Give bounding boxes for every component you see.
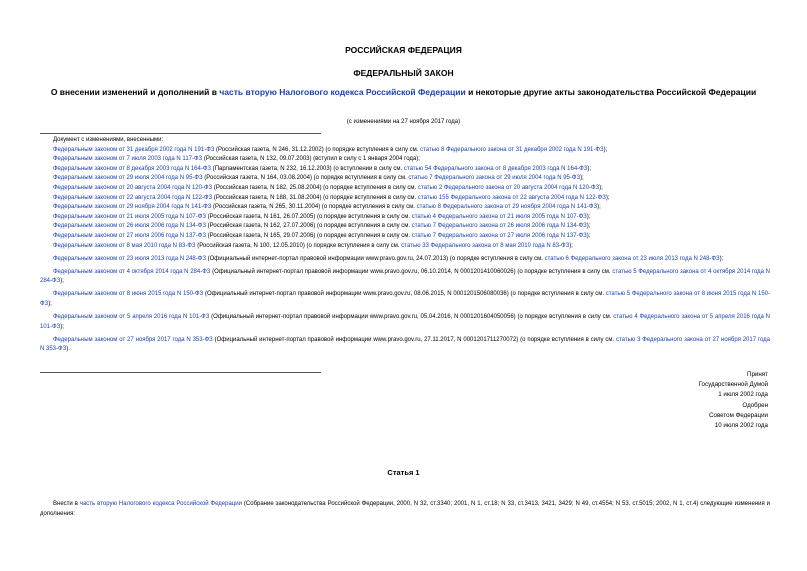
amendment-law-link[interactable]: Федеральным законом от 31 декабря 2002 года N 191-ФЗ <box>53 146 215 153</box>
adoption-line: 1 июля 2002 года <box>718 391 768 399</box>
amendment-ref-link[interactable]: статью 8 Федерального закона от 29 ноября 2004 года N 141-ФЗ <box>416 204 598 211</box>
adoption-line: Государственной Думой <box>698 381 768 389</box>
amendment-law-link[interactable]: Федеральным законом от 8 декабря 2003 года N 164-ФЗ <box>53 165 212 172</box>
amendment-item <box>40 222 770 232</box>
amendment-item <box>40 194 770 204</box>
amendment-source: (Российская газета, N 132, 09.07.2003) (вступил в силу с 1 января 2004 года); <box>202 156 420 163</box>
amendment-source: (Российская газета, N 162, 27.07.2006) (о порядке вступления в силу см. <box>205 223 412 230</box>
amendment-ref-link[interactable]: статью 4 Федерального закона от 21 июля 2005 года N 107-ФЗ <box>411 213 587 220</box>
amendment-ref-link[interactable]: статью 5 Федерального закона от 4 октября 2014 года N 284-ФЗ <box>40 268 771 285</box>
amendment-item <box>40 184 770 194</box>
amendment-item <box>40 155 770 165</box>
amendment-ref-link[interactable]: статью 155 Федерального закона от 22 августа 2004 года N 122-ФЗ <box>417 194 606 201</box>
amendment-end: ); <box>597 204 601 211</box>
amendment-source: (Российская газета, N 164, 03.08.2004) (о порядке вступления в силу см. <box>202 175 409 182</box>
amendment-ref-link[interactable]: статью 7 Федерального закона от 26 июля 2006 года N 134-ФЗ <box>411 223 587 230</box>
amendment-source: (Российская газета, N 165, 29.07.2006) (о порядке вступления в силу см. <box>205 232 412 239</box>
adoption-line: Принят <box>747 371 768 378</box>
adoption-line: Одобрен <box>742 401 768 409</box>
amendment-ref-link[interactable]: статью 54 Федерального закона от 8 декабря 2003 года N 164-ФЗ <box>403 165 588 172</box>
amendment-end: ); <box>60 278 64 285</box>
amendment-source: (Российская газета, N 188, 31.08.2004) (о порядке вступления в силу см. <box>212 194 418 201</box>
amendment-item <box>40 290 770 309</box>
amendment-end: ); <box>603 146 608 153</box>
amendment-law-link[interactable]: Федеральным законом от 27 ноября 2017 года N 353-ФЗ <box>53 336 213 343</box>
amendment-end: ); <box>60 323 64 330</box>
amendment-source: (Российская газета, N 182, 25.08.2004) (о порядке вступления в силу см. <box>212 184 418 191</box>
amendment-law-link[interactable]: Федеральным законом от 21 июля 2005 года N 107-ФЗ <box>53 213 206 220</box>
bottom-divider <box>40 372 321 373</box>
amendment-item <box>40 232 770 242</box>
amendment-ref-link[interactable]: статью 8 Федерального закона от 31 декабря 2002 года N 191-ФЗ <box>420 146 604 153</box>
article-code-link[interactable]: часть вторую Налогового кодекса Российской Федерации <box>79 501 242 507</box>
law-type-heading: ФЕДЕРАЛЬНЫЙ ЗАКОН <box>353 68 454 78</box>
amendment-ref-link[interactable]: статью 7 Федерального закона от 29 июля 2004 года N 95-ФЗ <box>408 175 581 182</box>
amendment-ref-link[interactable]: статью 5 Федерального закона от 8 июня 2015 года N 150-ФЗ <box>40 291 770 307</box>
amendment-ref-link[interactable]: статью 3 Федерального закона от 27 ноября 2017 года N 353-ФЗ <box>40 336 771 353</box>
adoption-block <box>699 370 768 431</box>
amendment-source: (Российская газета, N 265, 30.11.2004) (о порядке вступления в силу см. <box>211 204 417 211</box>
amendments-intro: Документ с изменениями, внесенными: <box>53 137 164 143</box>
amendment-source: (Российская газета, N 161, 26.07.2005) (о порядке вступления в силу см. <box>205 213 412 220</box>
amendment-source: (Официальный интернет-портал правовой информации www.pravo.gov.ru, 08.06.2015, N 0001201506080036) (о порядке вступления в силу см. <box>203 291 606 298</box>
amendment-item <box>40 165 770 175</box>
amendment-item <box>40 146 770 156</box>
amendment-law-link[interactable]: Федеральным законом от 7 июля 2003 года N 117-ФЗ <box>53 156 203 163</box>
amendment-end: ); <box>587 165 592 172</box>
amendment-item <box>40 213 770 223</box>
amendment-law-link[interactable]: Федеральным законом от 8 мая 2010 года N 83-ФЗ <box>53 242 196 249</box>
amendment-item <box>40 268 770 287</box>
country-heading: РОССИЙСКАЯ ФЕДЕРАЦИЯ <box>345 45 462 55</box>
amendment-item <box>40 313 770 332</box>
amendment-end: ); <box>605 194 610 201</box>
amendment-ref-link[interactable]: статью 4 Федерального закона от 5 апреля 2016 года N 101-ФЗ <box>40 314 771 330</box>
amendments-block <box>40 136 770 355</box>
amendment-end: ); <box>48 301 52 307</box>
amendment-law-link[interactable]: Федеральным законом от 8 июня 2015 года N 150-ФЗ <box>53 291 204 298</box>
amendment-law-link[interactable]: Федеральным законом от 20 августа 2004 года N 120-ФЗ <box>53 184 213 191</box>
article-text-post: (Собрание законодательства Российской Федерации, 2000, N 32, ст.3340; 2001, N 1, ст.18; N 33, ст.3413, 3421, 3429; N 49, ст.4554; N 53, ст.5015; 2002, N 1, ст.4) следующие изменения и дополнения: <box>40 501 770 517</box>
amendment-ref-link[interactable]: статью 6 Федерального закона от 23 июля 2013 года N 248-ФЗ <box>544 255 720 262</box>
adoption-line: Советом Федерации <box>709 411 768 419</box>
amendment-end: ); <box>580 175 584 182</box>
amendment-end: ); <box>719 255 724 262</box>
amendment-item <box>40 336 770 355</box>
amendment-source: (Официальный интернет-портал правовой информации www.pravo.gov.ru, 05.04.2016, N 0001201604050056) (о порядке вступления в силу см. <box>209 314 614 321</box>
amendments-list <box>40 146 770 355</box>
edition-note: (с изменениями на 27 ноября 2017 года) <box>346 119 461 125</box>
amendment-law-link[interactable]: Федеральным законом от 22 августа 2004 года N 122-ФЗ <box>53 194 213 201</box>
amendment-law-link[interactable]: Федеральным законом от 4 октября 2014 года N 284-ФЗ <box>53 268 211 275</box>
amendment-end: ); <box>599 184 603 191</box>
amendment-law-link[interactable]: Федеральным законом от 5 апреля 2016 года N 101-ФЗ <box>53 314 210 321</box>
amendment-source: (Парламентская газета, N 232, 16.12.2003) (о вступлении в силу см. <box>211 165 404 172</box>
amendment-law-link[interactable]: Федеральным законом от 29 ноября 2004 года N 141-ФЗ <box>53 204 212 211</box>
amendment-item <box>40 242 770 252</box>
amendment-ref-link[interactable]: статью 33 Федерального закона от 8 мая 2010 года N 83-ФЗ <box>401 242 570 249</box>
amendment-source: (Официальный интернет-портал правовой информации www.pravo.gov.ru, 27.11.2017, N 0001201711270072) (о порядке вступления в силу см. <box>212 336 616 343</box>
amendment-end: ); <box>586 213 591 220</box>
top-divider <box>40 133 321 134</box>
amendment-law-link[interactable]: Федеральным законом от 23 июля 2013 года N 248-ФЗ <box>53 255 206 262</box>
amendment-source: (Официальный интернет-портал правовой информации www.pravo.gov.ru, 06.10.2014, N 0001201410060026) (о порядке вступления в силу см. <box>210 268 613 275</box>
amendment-item <box>40 255 770 265</box>
adoption-line: 10 июля 2002 года <box>714 422 768 430</box>
amendment-end: ); <box>586 223 591 230</box>
amendment-item <box>40 203 770 213</box>
article-heading: Статья 1 <box>387 468 420 477</box>
title-link[interactable]: часть вторую Налогового кодекса Российской Федерации <box>219 87 466 97</box>
amendment-ref-link[interactable]: статью 2 Федерального закона от 20 августа 2004 года N 120-ФЗ <box>417 184 600 191</box>
amendment-law-link[interactable]: Федеральным законом от 26 июля 2006 года N 134-ФЗ <box>53 223 206 230</box>
amendment-source: (Российская газета, N 100, 12.05.2010) (о порядке вступления в силу см. <box>195 242 402 249</box>
amendment-law-link[interactable]: Федеральным законом от 27 июля 2006 года N 137-ФЗ <box>53 232 206 239</box>
amendment-source: (Российская газета, N 246, 31.12.2002) (о порядке вступления в силу см. <box>214 146 421 153</box>
article-text <box>40 499 770 519</box>
amendment-item <box>40 174 770 184</box>
title-pre: О внесении изменений и дополнений в <box>50 87 220 97</box>
amendment-law-link[interactable]: Федеральным законом от 29 июля 2004 года N 95-ФЗ <box>53 175 203 182</box>
amendment-end: ); <box>586 232 591 239</box>
amendment-end: ). <box>66 346 70 353</box>
law-title <box>40 87 767 98</box>
title-post: и некоторые другие акты законодательства Российской Федерации <box>465 87 757 97</box>
amendment-ref-link[interactable]: статью 7 Федерального закона от 27 июля 2006 года N 137-ФЗ <box>411 232 587 239</box>
article-text-pre: Внести в <box>53 501 80 507</box>
amendment-end: ); <box>569 242 573 249</box>
amendment-source: (Официальный интернет-портал правовой информации www.pravo.gov.ru, 24.07.2013) (о порядке вступления в силу см. <box>205 255 545 262</box>
